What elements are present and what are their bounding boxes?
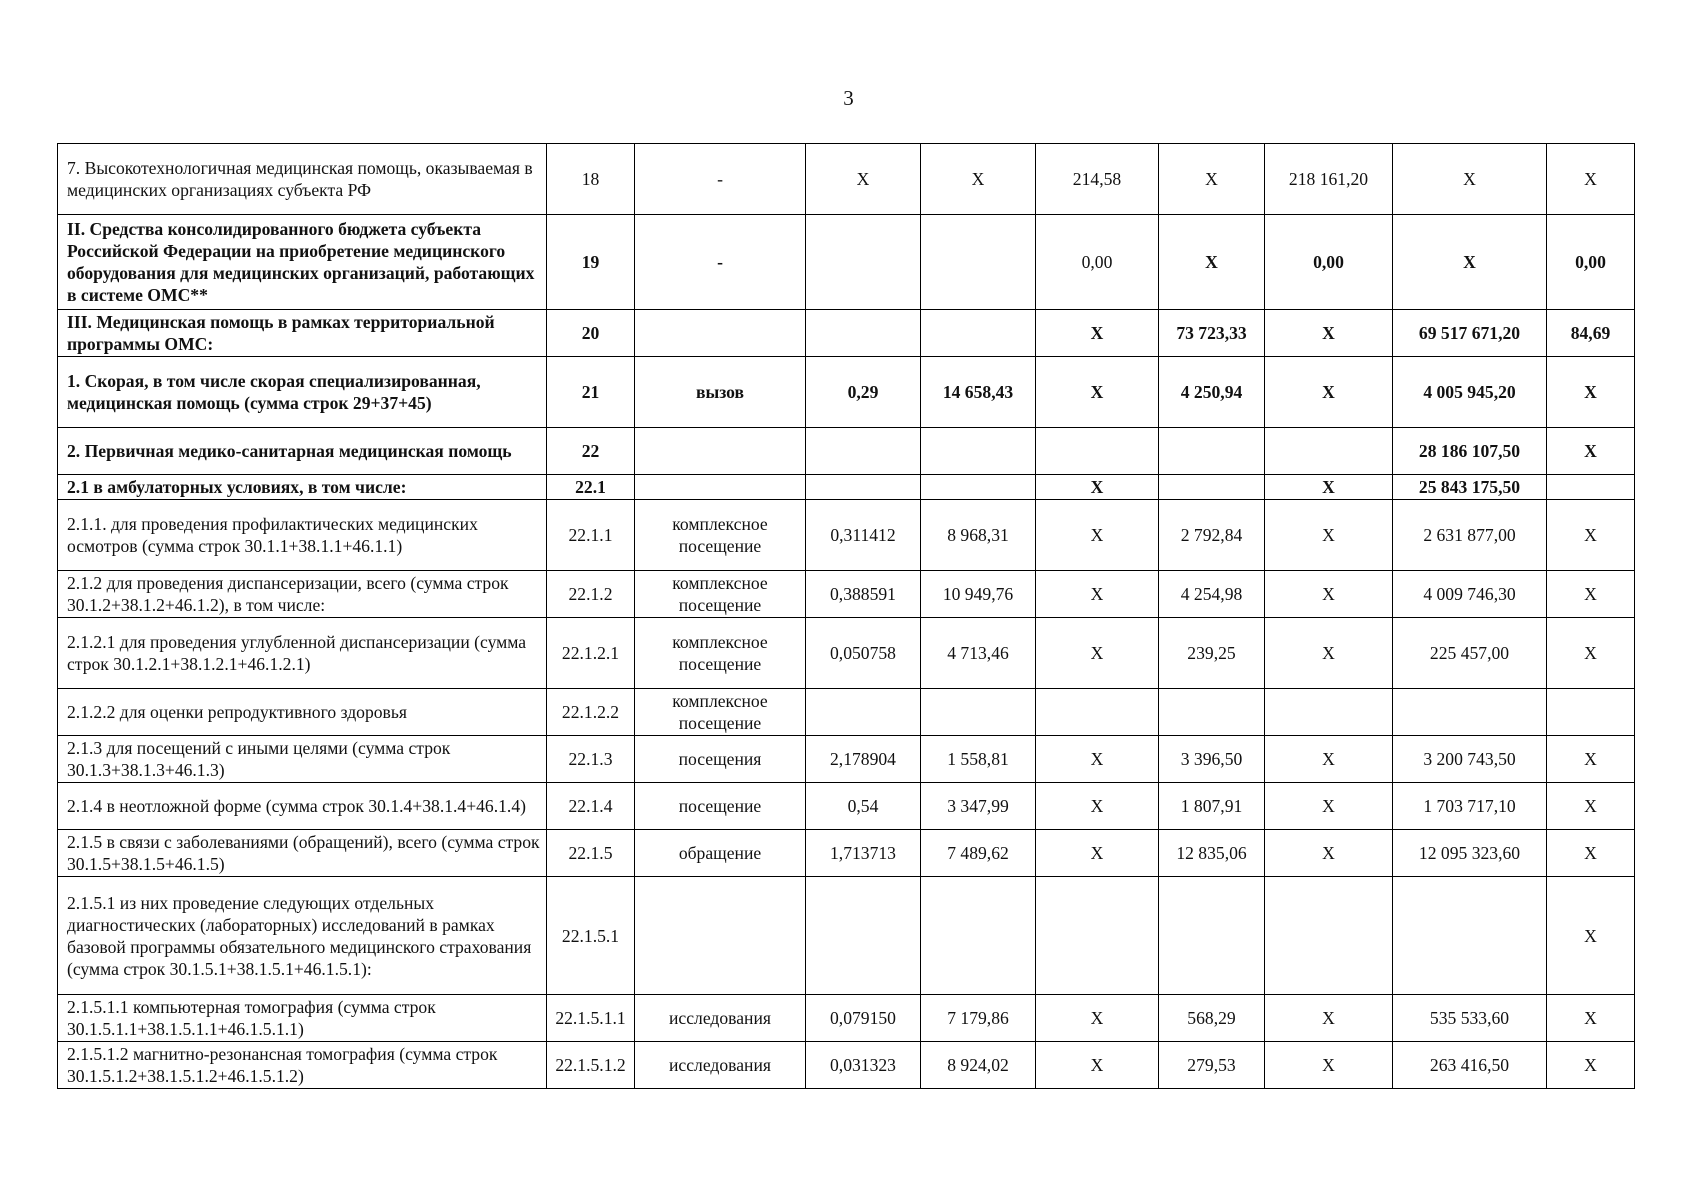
table-row <box>58 428 1635 475</box>
cell-col4 <box>806 310 921 357</box>
cell-col7: 3 396,50 <box>1159 736 1265 783</box>
row-code: 22.1.3 <box>547 736 635 783</box>
row-code: 22.1.5.1 <box>547 877 635 995</box>
row-code: 22.1.5.1.2 <box>547 1042 635 1089</box>
row-name: III. Медицинская помощь в рамках территориальной программы ОМС: <box>58 310 547 357</box>
page-number: 3 <box>843 86 854 110</box>
cell-col7 <box>1159 428 1265 475</box>
cell-col6: Х <box>1036 357 1159 428</box>
cell-col8: Х <box>1265 310 1393 357</box>
row-unit: обращение <box>635 830 806 877</box>
cell-col4 <box>806 877 921 995</box>
table-row <box>58 995 1635 1042</box>
table-row <box>58 475 1635 500</box>
cell-col9: 4 005 945,20 <box>1393 357 1547 428</box>
row-name: 2.1.5.1.1 компьютерная томография (сумма строк 30.1.5.1.1+38.1.5.1.1+46.1.5.1.1) <box>58 995 547 1042</box>
cell-col7: 239,25 <box>1159 618 1265 689</box>
data-table <box>57 143 1635 1089</box>
row-unit: посещение <box>635 783 806 830</box>
cell-col7: 12 835,06 <box>1159 830 1265 877</box>
cell-col6: Х <box>1036 475 1159 500</box>
cell-col7 <box>1159 475 1265 500</box>
cell-col10: Х <box>1547 428 1635 475</box>
row-code: 22.1.1 <box>547 500 635 571</box>
cell-col8: Х <box>1265 500 1393 571</box>
cell-col5: Х <box>921 144 1036 215</box>
cell-col6: Х <box>1036 500 1159 571</box>
cell-col5: 4 713,46 <box>921 618 1036 689</box>
cell-col10: Х <box>1547 736 1635 783</box>
cell-col6 <box>1036 877 1159 995</box>
row-name: 2.1.4 в неотложной форме (сумма строк 30.1.4+38.1.4+46.1.4) <box>58 783 547 830</box>
table-row <box>58 689 1635 736</box>
row-unit <box>635 310 806 357</box>
cell-col8: Х <box>1265 618 1393 689</box>
cell-col6: 214,58 <box>1036 144 1159 215</box>
cell-col7: 2 792,84 <box>1159 500 1265 571</box>
row-name: 2. Первичная медико-санитарная медицинская помощь <box>58 428 547 475</box>
cell-col9: 3 200 743,50 <box>1393 736 1547 783</box>
row-code: 22.1.4 <box>547 783 635 830</box>
cell-col9: 28 186 107,50 <box>1393 428 1547 475</box>
cell-col4: 0,29 <box>806 357 921 428</box>
cell-col4: 1,713713 <box>806 830 921 877</box>
cell-col9: 2 631 877,00 <box>1393 500 1547 571</box>
cell-col9: Х <box>1393 144 1547 215</box>
cell-col9: 69 517 671,20 <box>1393 310 1547 357</box>
cell-col10: 0,00 <box>1547 215 1635 310</box>
cell-col10: Х <box>1547 144 1635 215</box>
table-row <box>58 144 1635 215</box>
cell-col10: Х <box>1547 500 1635 571</box>
cell-col8: Х <box>1265 830 1393 877</box>
cell-col10: Х <box>1547 995 1635 1042</box>
cell-col7: Х <box>1159 215 1265 310</box>
cell-col9: 1 703 717,10 <box>1393 783 1547 830</box>
cell-col10: Х <box>1547 877 1635 995</box>
row-unit <box>635 877 806 995</box>
cell-col9: 4 009 746,30 <box>1393 571 1547 618</box>
cell-col5: 1 558,81 <box>921 736 1036 783</box>
cell-col8: Х <box>1265 1042 1393 1089</box>
row-name: 1. Скорая, в том числе скорая специализированная, медицинская помощь (сумма строк 29+37+45) <box>58 357 547 428</box>
cell-col5: 14 658,43 <box>921 357 1036 428</box>
cell-col10 <box>1547 689 1635 736</box>
row-unit: комплексное посещение <box>635 571 806 618</box>
cell-col8: 0,00 <box>1265 215 1393 310</box>
cell-col6: Х <box>1036 736 1159 783</box>
cell-col9: 12 095 323,60 <box>1393 830 1547 877</box>
cell-col5: 8 968,31 <box>921 500 1036 571</box>
table-row <box>58 1042 1635 1089</box>
table-row <box>58 215 1635 310</box>
row-unit: комплексное посещение <box>635 618 806 689</box>
table-row <box>58 571 1635 618</box>
row-unit: комплексное посещение <box>635 689 806 736</box>
cell-col4 <box>806 475 921 500</box>
row-name: 2.1.5.1.2 магнитно-резонансная томография (сумма строк 30.1.5.1.2+38.1.5.1.2+46.1.5.1.2) <box>58 1042 547 1089</box>
cell-col9 <box>1393 689 1547 736</box>
cell-col4: 0,388591 <box>806 571 921 618</box>
cell-col8: Х <box>1265 783 1393 830</box>
cell-col6: Х <box>1036 1042 1159 1089</box>
cell-col9: Х <box>1393 215 1547 310</box>
cell-col5 <box>921 475 1036 500</box>
row-unit <box>635 475 806 500</box>
row-unit: вызов <box>635 357 806 428</box>
cell-col10: Х <box>1547 571 1635 618</box>
row-code: 22 <box>547 428 635 475</box>
cell-col4 <box>806 689 921 736</box>
cell-col7: 1 807,91 <box>1159 783 1265 830</box>
cell-col10: 84,69 <box>1547 310 1635 357</box>
cell-col4: Х <box>806 144 921 215</box>
cell-col8: Х <box>1265 357 1393 428</box>
cell-col6: Х <box>1036 995 1159 1042</box>
cell-col5 <box>921 428 1036 475</box>
cell-col10 <box>1547 475 1635 500</box>
cell-col5 <box>921 310 1036 357</box>
cell-col7: 73 723,33 <box>1159 310 1265 357</box>
cell-col9: 263 416,50 <box>1393 1042 1547 1089</box>
cell-col8: 218 161,20 <box>1265 144 1393 215</box>
table-row <box>58 877 1635 995</box>
cell-col10: Х <box>1547 1042 1635 1089</box>
cell-col6: Х <box>1036 310 1159 357</box>
row-unit: комплексное посещение <box>635 500 806 571</box>
cell-col7: 4 250,94 <box>1159 357 1265 428</box>
cell-col5 <box>921 689 1036 736</box>
cell-col7 <box>1159 689 1265 736</box>
cell-col5: 8 924,02 <box>921 1042 1036 1089</box>
row-code: 20 <box>547 310 635 357</box>
row-name: 2.1 в амбулаторных условиях, в том числе: <box>58 475 547 500</box>
row-code: 22.1.2 <box>547 571 635 618</box>
table-row <box>58 357 1635 428</box>
cell-col7: Х <box>1159 144 1265 215</box>
cell-col5: 3 347,99 <box>921 783 1036 830</box>
cell-col9: 25 843 175,50 <box>1393 475 1547 500</box>
row-code: 22.1.5 <box>547 830 635 877</box>
row-code: 18 <box>547 144 635 215</box>
row-code: 22.1 <box>547 475 635 500</box>
cell-col4: 0,079150 <box>806 995 921 1042</box>
cell-col8: Х <box>1265 475 1393 500</box>
cell-col10: Х <box>1547 357 1635 428</box>
table-row <box>58 618 1635 689</box>
row-name: 7. Высокотехнологичная медицинская помощь, оказываемая в медицинских организациях субъекта РФ <box>58 144 547 215</box>
row-code: 21 <box>547 357 635 428</box>
table-row <box>58 830 1635 877</box>
row-name: 2.1.2 для проведения диспансеризации, всего (сумма строк 30.1.2+38.1.2+46.1.2), в том числе: <box>58 571 547 618</box>
row-name: 2.1.5 в связи с заболеваниями (обращений), всего (сумма строк 30.1.5+38.1.5+46.1.5) <box>58 830 547 877</box>
cell-col7: 568,29 <box>1159 995 1265 1042</box>
row-unit: посещения <box>635 736 806 783</box>
row-code: 19 <box>547 215 635 310</box>
cell-col4: 2,178904 <box>806 736 921 783</box>
cell-col8 <box>1265 877 1393 995</box>
cell-col6: Х <box>1036 830 1159 877</box>
row-unit <box>635 428 806 475</box>
cell-col5 <box>921 877 1036 995</box>
table-row <box>58 783 1635 830</box>
cell-col4 <box>806 215 921 310</box>
cell-col8 <box>1265 428 1393 475</box>
row-name: 2.1.2.1 для проведения углубленной диспансеризации (сумма строк 30.1.2.1+38.1.2.1+46.1.2.1) <box>58 618 547 689</box>
cell-col6: Х <box>1036 571 1159 618</box>
cell-col5: 10 949,76 <box>921 571 1036 618</box>
cell-col9: 225 457,00 <box>1393 618 1547 689</box>
cell-col5: 7 179,86 <box>921 995 1036 1042</box>
row-code: 22.1.5.1.1 <box>547 995 635 1042</box>
cell-col4: 0,311412 <box>806 500 921 571</box>
cell-col5 <box>921 215 1036 310</box>
cell-col9 <box>1393 877 1547 995</box>
cell-col4: 0,031323 <box>806 1042 921 1089</box>
row-name: 2.1.1. для проведения профилактических медицинских осмотров (сумма строк 30.1.1+38.1.1+46.1.1) <box>58 500 547 571</box>
cell-col7: 4 254,98 <box>1159 571 1265 618</box>
cell-col7 <box>1159 877 1265 995</box>
row-unit: исследования <box>635 995 806 1042</box>
row-unit: - <box>635 215 806 310</box>
table-row <box>58 736 1635 783</box>
cell-col6 <box>1036 428 1159 475</box>
cell-col9: 535 533,60 <box>1393 995 1547 1042</box>
table-row <box>58 500 1635 571</box>
row-name: 2.1.5.1 из них проведение следующих отдельных диагностических (лабораторных) исследований в рамках базовой программы обязательного медицинского страхования (сумма строк 30.1.5.1+38.1.5.1+46.1.5.1): <box>58 877 547 995</box>
cell-col10: Х <box>1547 783 1635 830</box>
cell-col6: Х <box>1036 618 1159 689</box>
cell-col4 <box>806 428 921 475</box>
table-row <box>58 310 1635 357</box>
cell-col6: 0,00 <box>1036 215 1159 310</box>
row-code: 22.1.2.2 <box>547 689 635 736</box>
cell-col6: Х <box>1036 783 1159 830</box>
cell-col8 <box>1265 689 1393 736</box>
row-code: 22.1.2.1 <box>547 618 635 689</box>
cell-col8: Х <box>1265 571 1393 618</box>
cell-col6 <box>1036 689 1159 736</box>
cell-col10: Х <box>1547 618 1635 689</box>
row-unit: - <box>635 144 806 215</box>
row-name: 2.1.2.2 для оценки репродуктивного здоровья <box>58 689 547 736</box>
row-name: 2.1.3 для посещений с иными целями (сумма строк 30.1.3+38.1.3+46.1.3) <box>58 736 547 783</box>
row-name: II. Средства консолидированного бюджета субъекта Российской Федерации на приобретение медицинского оборудования для медицинских организаций, работающих в системе ОМС** <box>58 215 547 310</box>
row-unit: исследования <box>635 1042 806 1089</box>
cell-col4: 0,050758 <box>806 618 921 689</box>
cell-col7: 279,53 <box>1159 1042 1265 1089</box>
cell-col10: Х <box>1547 830 1635 877</box>
cell-col8: Х <box>1265 736 1393 783</box>
cell-col4: 0,54 <box>806 783 921 830</box>
cell-col8: Х <box>1265 995 1393 1042</box>
cell-col5: 7 489,62 <box>921 830 1036 877</box>
